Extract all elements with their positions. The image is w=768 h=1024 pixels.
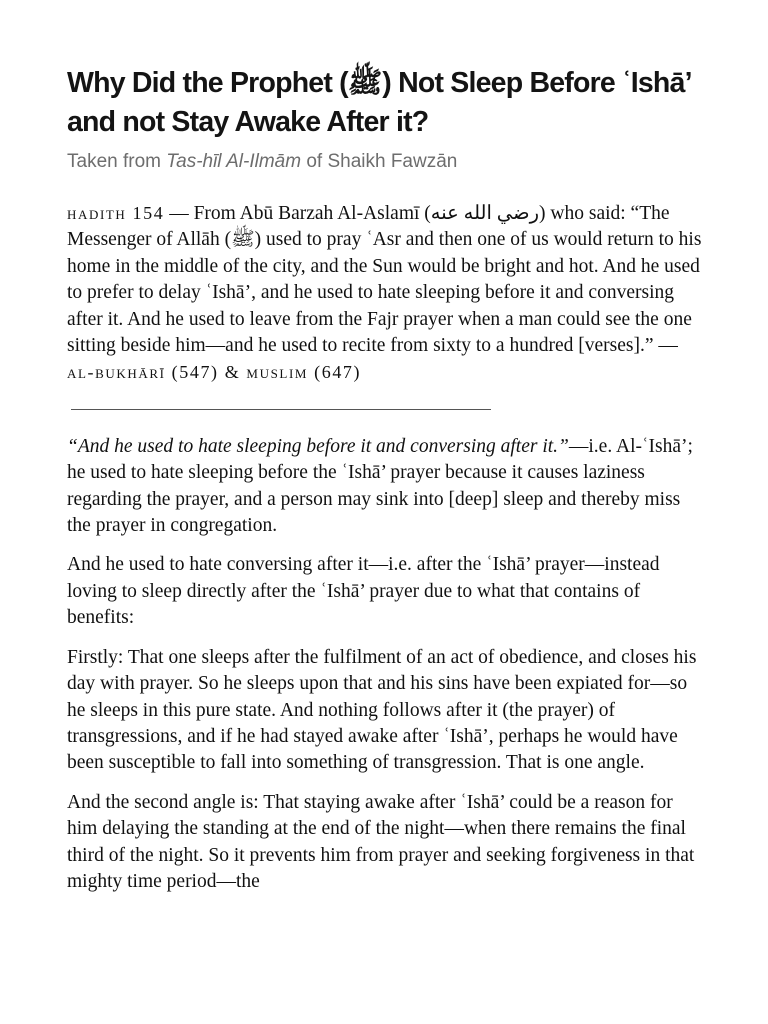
paragraph-1-quote: “And he used to hate sleeping before it and conversing after it.”	[67, 435, 569, 457]
paragraph-4-text: And the second angle is: That staying awake after ʿIshā’ could be a reason for him delaying the standing at the end of the night—when there remains the final third of the night. So it prevents him from prayer and seeking forgiveness in that mighty time period—the	[67, 791, 695, 892]
page-subtitle	[67, 149, 704, 175]
paragraph-1-text: —i.e. Al-ʿIshā’; he used to hate sleeping before the ʿIshā’ prayer because it causes laziness regarding the prayer, and a person may sink into [deep] sleep and thereby miss the prayer in congregation.	[67, 435, 693, 537]
paragraph-1	[67, 434, 704, 540]
hadith-label: hadith 154	[67, 203, 165, 223]
paragraph-2	[67, 552, 704, 631]
paragraph-4	[67, 790, 704, 896]
subtitle-book: Tas-hīl Al-Ilmām	[166, 151, 302, 172]
paragraph-3	[67, 645, 704, 777]
section-divider	[71, 409, 491, 410]
paragraph-2-text: And he used to hate conversing after it—i.e. after the ʿIshā’ prayer—instead loving to sleep directly after the ʿIshā’ prayer due to what that contains of benefits:	[67, 554, 660, 629]
hadith-text: — From Abū Barzah Al-Aslamī (رضي الله عنه) who said: “The Messenger of Allāh (ﷺ) used to pray ʿAsr and then one of us would return to his home in the middle of the city, and the Sun would be bright and hot. And he used to prefer to delay ʿIshā’, and he used to hate sleeping before it and conversing after it. And he used to leave from the Fajr prayer when a man could see the one sitting beside him—and he used to recite from sixty to a hundred [verses].” —	[67, 203, 702, 357]
subtitle-prefix: Taken from	[67, 151, 167, 172]
page-title: Why Did the Prophet (ﷺ) Not Sleep Before ʿIshā’ and not Stay Awake After it?	[67, 67, 691, 138]
hadith-source: al-bukhārī (547) & muslim (647)	[67, 362, 362, 383]
paragraph-3-text: Firstly: That one sleeps after the fulfilment of an act of obedience, and closes his day with prayer. So he sleeps upon that and his sins have been expiated for—so he sleeps in this pure state. And nothing follows after it (the prayer) of transgressions, and if he had stayed awake after ʿIshā’, perhaps he would have been susceptible to fall into something of transgression. That is one angle.	[67, 646, 697, 774]
hadith-block	[67, 200, 704, 387]
subtitle-suffix: of Shaikh Fawzān	[301, 151, 458, 172]
